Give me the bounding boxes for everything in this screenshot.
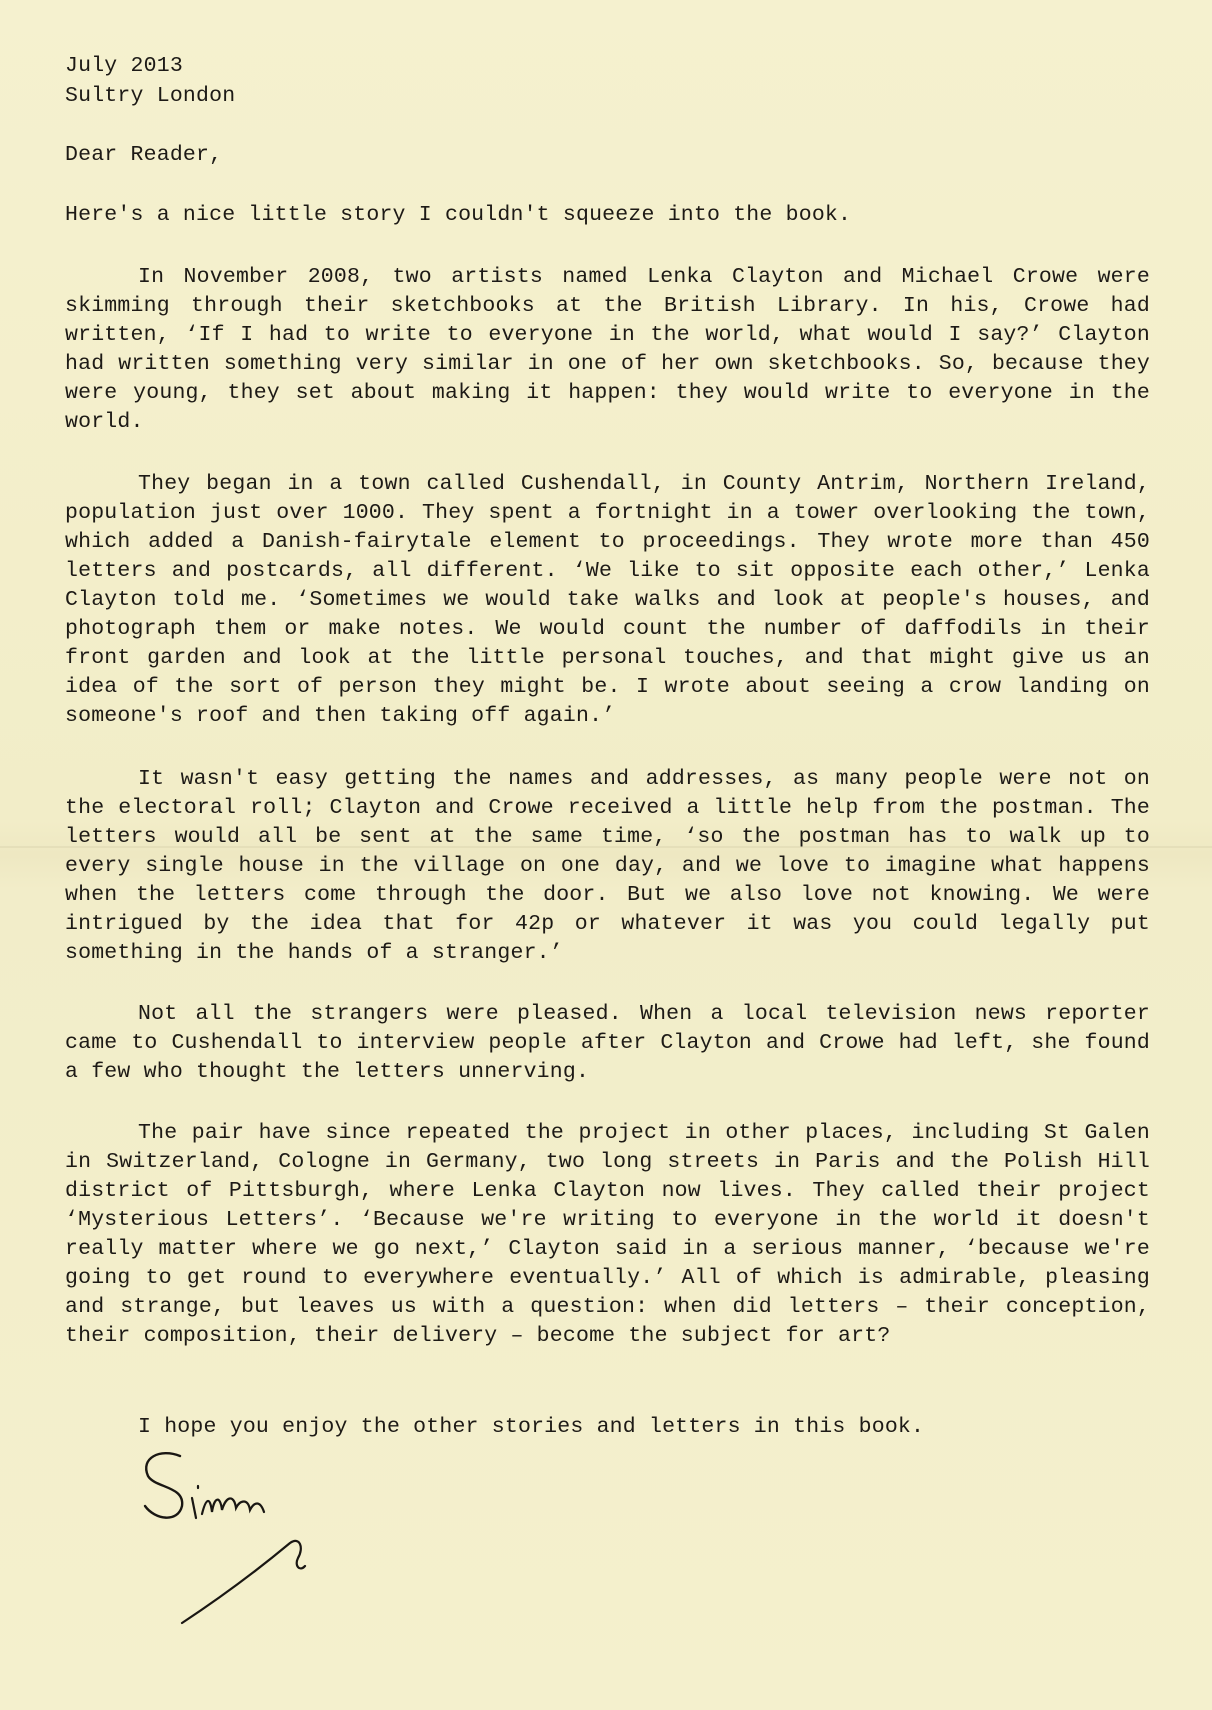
paragraph-6: I hope you enjoy the other stories and letters in this book.	[138, 1415, 925, 1439]
letter-location: Sultry London	[65, 84, 236, 108]
paragraph-3: It wasn't easy getting the names and addresses, as many people were not on the electoral roll; Clayton and Crowe received a little help from the postman. The letters would all be sent at the same time, ‘so the postman has to walk up to every single house in the village on one day, and we love to imagine what happens when the letters come through the door. But we also love not knowing. We were intrigued by the idea that for 42p or whatever it was you could legally put something in the hands of a stranger.’	[65, 767, 1150, 965]
paragraph-1: In November 2008, two artists named Lenka Clayton and Michael Crowe were skimming through their sketchbooks at the British Library. In his, Crowe had written, ‘If I had to write to everyone in the world, what would I say?’ Clayton had written something very similar in one of her own sketchbooks. So, because they were young, they set about making it happen: they would write to everyone in the world.	[65, 265, 1150, 434]
letter-salutation: Dear Reader,	[65, 143, 223, 167]
paragraph-5: The pair have since repeated the project in other places, including St Galen in Switzerland, Cologne in Germany, two long streets in Paris and the Polish Hill district of Pittsburgh, where Lenka Clayton now lives. They called their project ‘Mysterious Letters’. ‘Because we're writing to everyone in the world it doesn't really matter where we go next,’ Clayton said in a serious manner, ‘because we're going to get round to everywhere eventually.’ All of which is admirable, pleasing and strange, but leaves us with a question: when did letters – their conception, their composition, their delivery – become the subject for art?	[65, 1121, 1150, 1348]
letter-intro: Here's a nice little story I couldn't squeeze into the book.	[65, 203, 852, 227]
paragraph-2: They began in a town called Cushendall, in County Antrim, Northern Ireland, population just over 1000. They spent a fortnight in a tower overlooking the town, which added a Danish-fairytale element to proceedings. They wrote more than 450 letters and postcards, all different. ‘We like to sit opposite each other,’ Lenka Clayton told me. ‘Sometimes we would take walks and look at people's houses, and photograph them or make notes. We would count the number of daffodils in their front garden and look at the little personal touches, and that might give us an idea of the sort of person they might be. I wrote about seeing a crow landing on someone's roof and then taking off again.’	[65, 472, 1150, 728]
handwritten-signature	[140, 1448, 340, 1628]
paragraph-4: Not all the strangers were pleased. When a local television news reporter came to Cushendall to interview people after Clayton and Crowe had left, she found a few who thought the letters unnerving.	[65, 1002, 1150, 1084]
letter-date: July 2013	[65, 54, 183, 78]
